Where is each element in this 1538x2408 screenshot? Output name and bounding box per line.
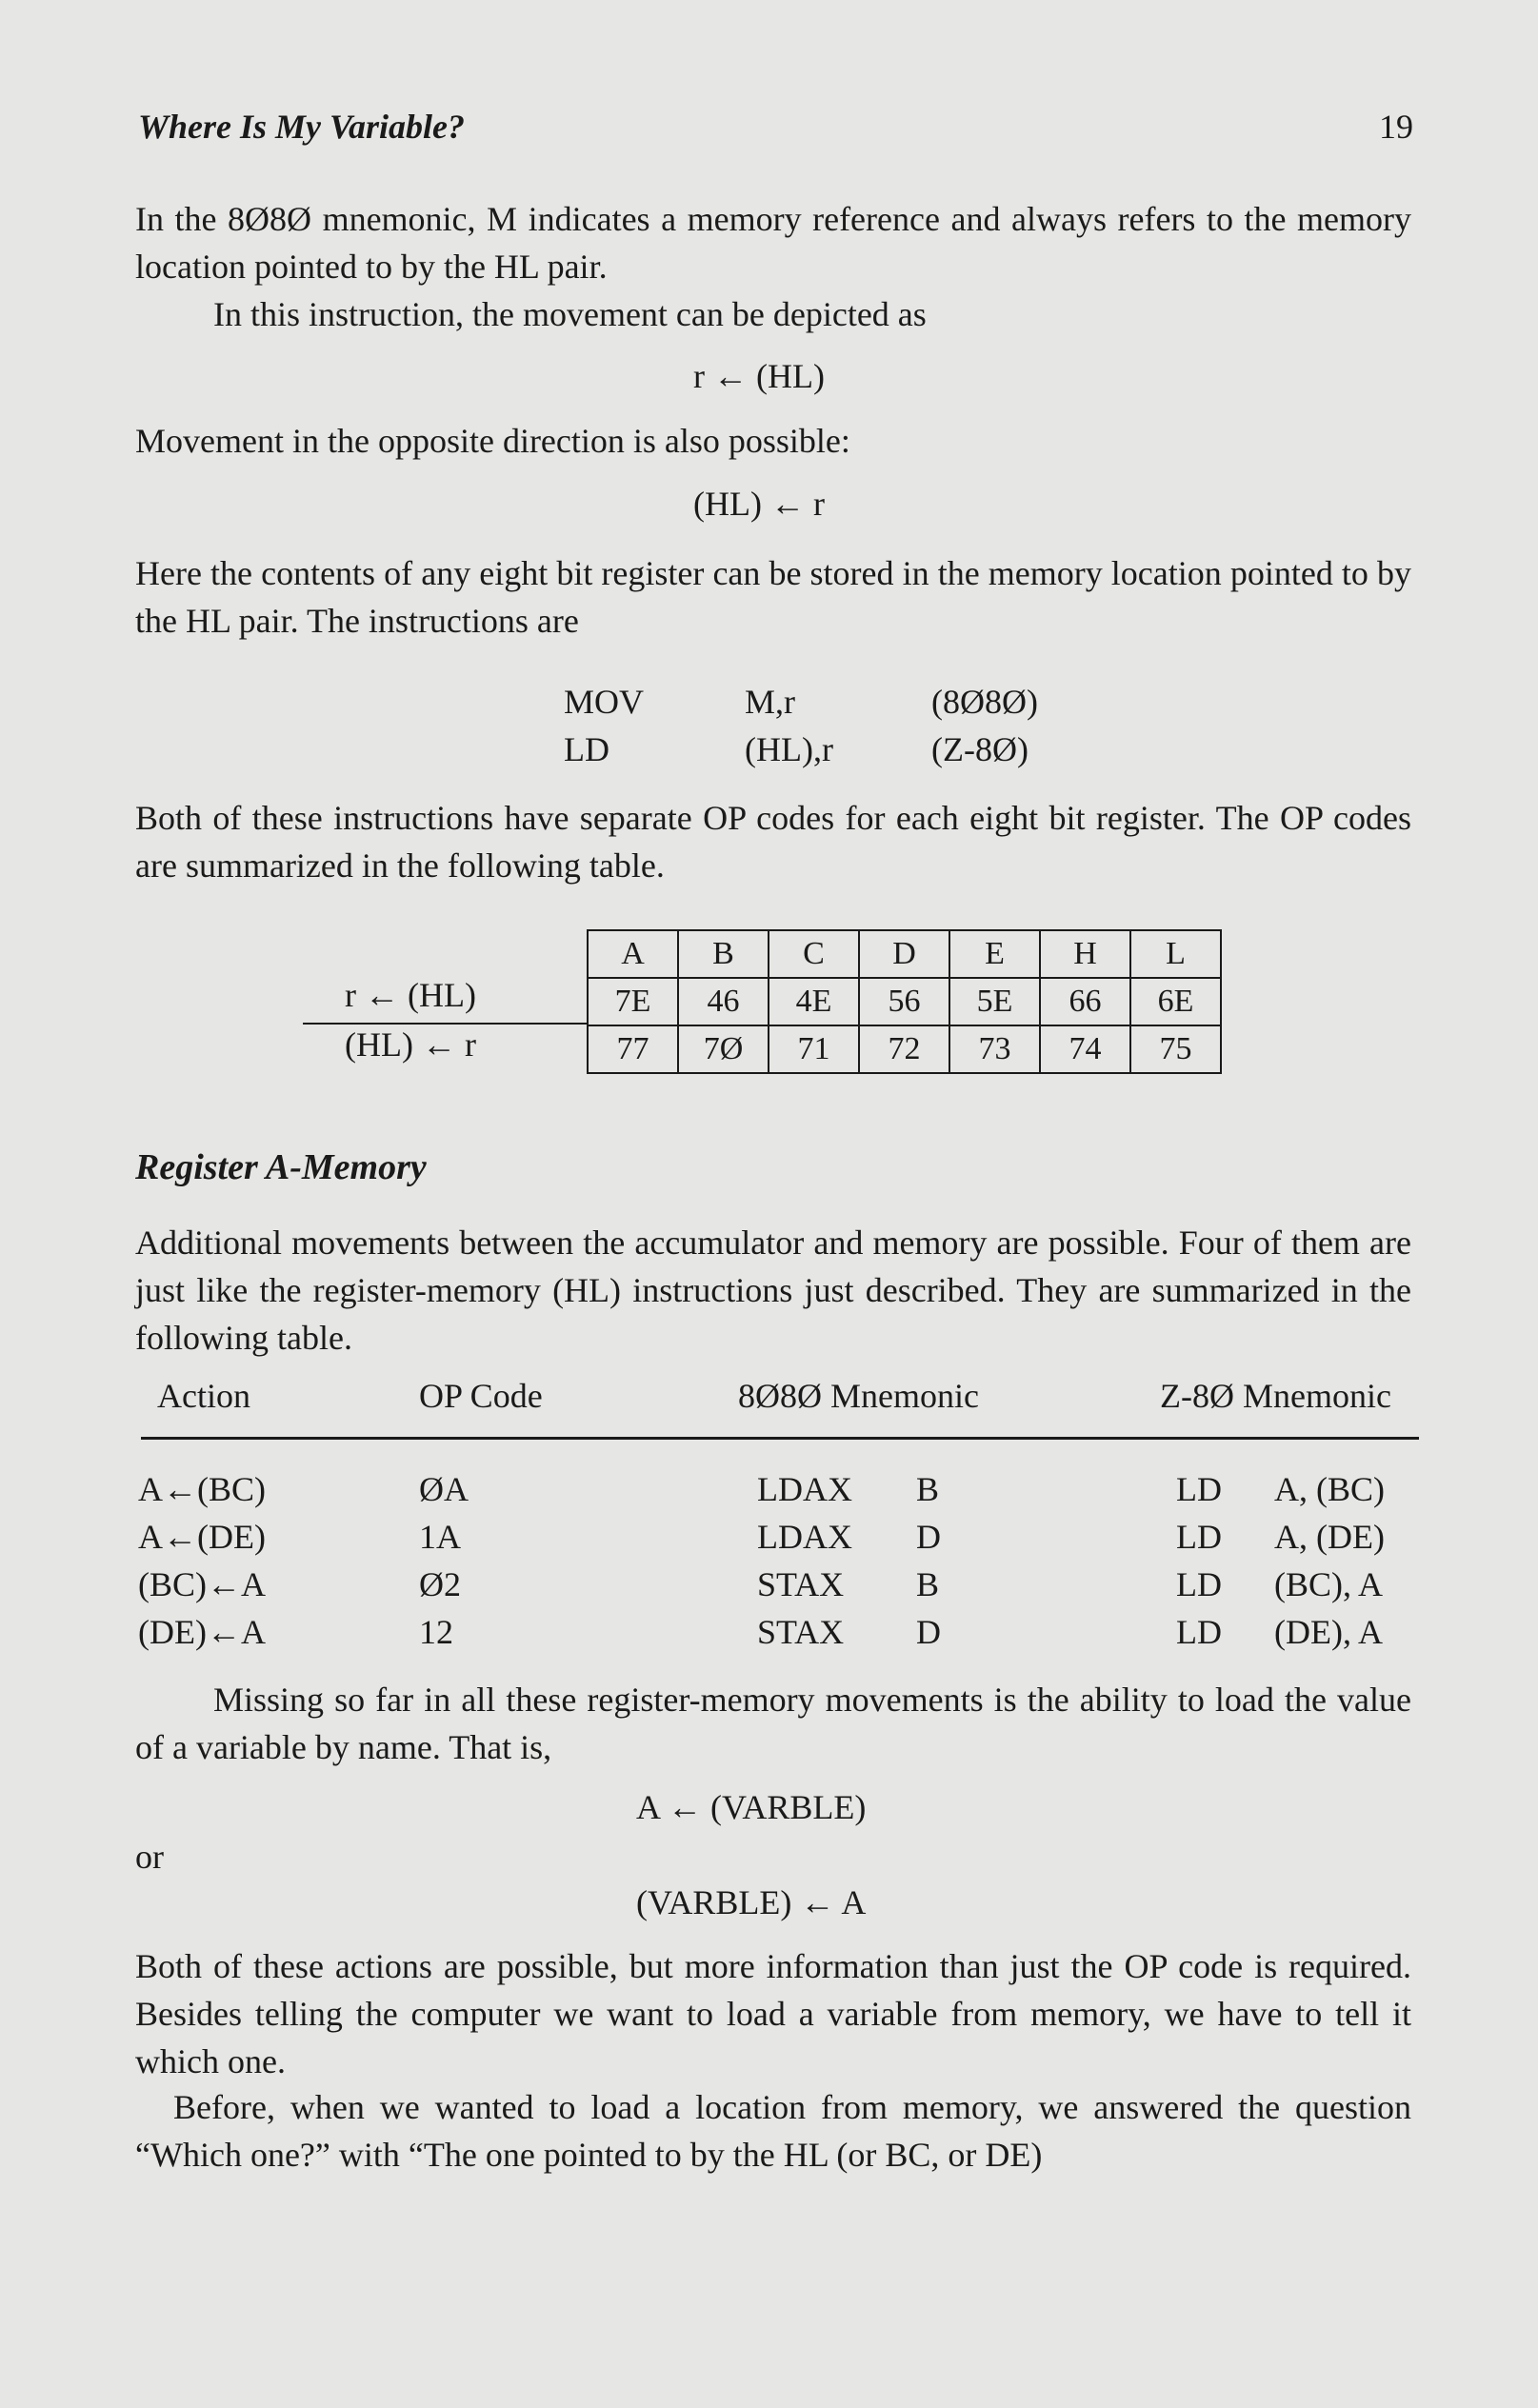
running-title: Where Is My Variable? [138, 108, 466, 146]
paragraph-2: In this instruction, the movement can be depicted as [213, 295, 927, 333]
instr-ld-arg: (HL),r [745, 730, 833, 768]
instr-ld-cpu: (Z-8Ø) [931, 730, 1029, 768]
equation-r-from-hl: r ← (HL) [693, 357, 825, 395]
accum-opcode: Ø2 [419, 1565, 461, 1603]
paragraph-7: Missing so far in all these register-memory movements is the ability to load the value of a variable by name. That is, [135, 1681, 1411, 1766]
accum-action: A←(DE) [138, 1518, 266, 1556]
opcode-cell: 71 [769, 1025, 859, 1073]
col-header: B [678, 930, 769, 978]
opcode-row-label-store: (HL) ← r [345, 1025, 476, 1064]
opcode-cell: 46 [678, 978, 769, 1025]
opcode-cell: 66 [1040, 978, 1130, 1025]
opcode-cell: 72 [859, 1025, 949, 1073]
opcode-cell: 7E [588, 978, 678, 1025]
paragraph-1: In the 8Ø8Ø mnemonic, M indicates a memory reference and always refers to the memory location pointed to by the HL pair. [135, 200, 1411, 286]
accum-header-opcode: OP Code [419, 1377, 543, 1415]
paragraph-3: Movement in the opposite direction is also possible: [135, 422, 850, 460]
accum-z80-op: LD [1176, 1518, 1222, 1556]
opcode-cell: 6E [1130, 978, 1221, 1025]
opcode-cell: 77 [588, 1025, 678, 1073]
opcode-row-store [588, 1025, 1221, 1073]
opcode-header-row [588, 930, 1221, 978]
page-number: 19 [1379, 108, 1413, 146]
accum-opcode: 1A [419, 1518, 461, 1556]
accum-opcode: ØA [419, 1470, 469, 1508]
instr-mov-cpu: (8Ø8Ø) [931, 683, 1038, 721]
accum-z80-arg: A, (BC) [1274, 1470, 1385, 1508]
accum-8080-reg: D [916, 1518, 941, 1556]
col-header: A [588, 930, 678, 978]
table-rule [141, 1437, 1419, 1440]
accum-8080-reg: D [916, 1613, 941, 1651]
opcode-row-label-load: r ← (HL) [345, 976, 476, 1014]
col-header: E [949, 930, 1040, 978]
instr-mov-op: MOV [564, 683, 645, 721]
accum-8080-op: LDAX [757, 1518, 852, 1556]
paragraph-6: Additional movements between the accumulator and memory are possible. Four of them are just like the register-memory (HL) instructions just described. They are summarized in the following table. [135, 1224, 1411, 1357]
paragraph-9: Before, when we wanted to load a location from memory, we answered the question “Which one?” with “The one pointed to by the HL (or BC, or DE) [135, 2088, 1411, 2174]
accum-action: (DE)←A [138, 1613, 266, 1651]
instr-ld-op: LD [564, 730, 609, 768]
paragraph-4: Here the contents of any eight bit register can be stored in the memory location pointed to by the HL pair. The instructions are [135, 554, 1411, 640]
col-header: C [769, 930, 859, 978]
opcode-cell: 56 [859, 978, 949, 1025]
paragraph-8: Both of these actions are possible, but more information than just the OP code is required. Besides telling the computer we want to load a variable from memory, we have to tell it which one. [135, 1947, 1411, 2080]
accum-8080-reg: B [916, 1565, 940, 1603]
accum-action: (BC)←A [138, 1565, 266, 1603]
accum-header-action: Action [157, 1377, 250, 1415]
col-header: D [859, 930, 949, 978]
accum-z80-op: LD [1176, 1613, 1222, 1651]
opcode-cell: 7Ø [678, 1025, 769, 1073]
col-header: H [1040, 930, 1130, 978]
accum-z80-arg: A, (DE) [1274, 1518, 1385, 1556]
accum-8080-op: STAX [757, 1613, 845, 1651]
accum-action: A←(BC) [138, 1470, 266, 1508]
section-heading: Register A-Memory [135, 1147, 427, 1187]
accum-z80-op: LD [1176, 1565, 1222, 1603]
equation-varble-from-a: (VARBLE) ← A [636, 1883, 867, 1921]
equation-hl-from-r: (HL) ← r [693, 485, 825, 523]
col-header: L [1130, 930, 1221, 978]
accum-z80-arg: (BC), A [1274, 1565, 1384, 1603]
accum-8080-reg: B [916, 1470, 940, 1508]
opcode-cell: 5E [949, 978, 1040, 1025]
opcode-cell: 74 [1040, 1025, 1130, 1073]
or-word: or [135, 1838, 164, 1876]
opcode-cell: 4E [769, 978, 859, 1025]
paragraph-5: Both of these instructions have separate OP codes for each eight bit register. The OP codes are summarized in the following table. [135, 799, 1411, 885]
accum-z80-op: LD [1176, 1470, 1222, 1508]
accum-8080-op: STAX [757, 1565, 845, 1603]
accum-z80-arg: (DE), A [1274, 1613, 1383, 1651]
accum-opcode: 12 [419, 1613, 453, 1651]
opcode-row-load [588, 978, 1221, 1025]
accum-header-z80: Z-8Ø Mnemonic [1160, 1377, 1391, 1415]
equation-a-from-varble: A ← (VARBLE) [636, 1788, 867, 1826]
opcode-cell: 75 [1130, 1025, 1221, 1073]
accum-header-8080: 8Ø8Ø Mnemonic [738, 1377, 979, 1415]
opcode-table [587, 929, 1222, 1074]
opcode-cell: 73 [949, 1025, 1040, 1073]
instr-mov-arg: M,r [745, 683, 795, 721]
accum-8080-op: LDAX [757, 1470, 852, 1508]
